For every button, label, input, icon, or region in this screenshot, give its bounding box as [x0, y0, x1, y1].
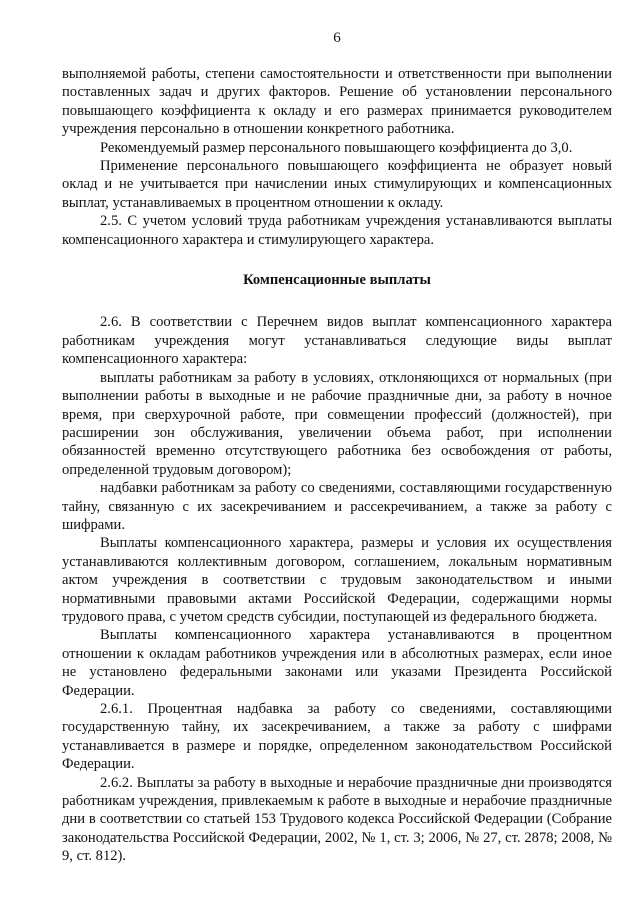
body-text-bottom [62, 313, 612, 865]
body-text-top [62, 65, 612, 249]
paragraph: Применение персонального повышающего коэффициента не образует новый оклад и не учитывается при начислении иных стимулирующих и компенсационных выплат, устанавливаемых в процентном отношении к окладу. [62, 158, 612, 211]
paragraph: выплаты работникам за работу в условиях, отклоняющихся от нормальных (при выполнении работы в выходные и не рабочие праздничные дни, за работу в ночное время, при сверхурочной работе, при совмещении профессий (должностей), при расширении зон обслуживания, увеличении объема работ, при исполнении обязанностей временно отсутствующего работника без освобождения от работы, определенной трудовым договором); [62, 369, 612, 478]
paragraph: Выплаты компенсационного характера, размеры и условия их осуществления устанавливаются коллективным договором, соглашением, локальным нормативным актом учреждения в соответствии с трудовым законодательством и иными нормативными правовыми актами Российской Федерации, содержащими нормы трудового права, с учетом средств субсидии, поступающей из федерального бюджета. [62, 535, 612, 625]
document-page [62, 30, 612, 866]
section-heading: Компенсационные выплаты [243, 272, 431, 289]
page-number: 6 [333, 30, 341, 46]
paragraph: 2.6.2. Выплаты за работу в выходные и нерабочие праздничные дни производятся работникам учреждения, привлекаемым к работе в выходные и нерабочие праздничные дни в соответствии со статьей 153 Трудового кодекса Российской Федерации (Собрание законодательства Российской Федерации, 2002, № 1, ст. 3; 2006, № 27, ст. 2878; 2008, № 9, ст. 812). [62, 774, 612, 865]
paragraph: надбавки работникам за работу со сведениями, составляющими государственную тайну, связанную с их засекречиванием и рассекречиванием, а также за работу с шифрами. [62, 480, 612, 533]
paragraph: 2.6. В соответствии с Перечнем видов выплат компенсационного характера работникам учреждения могут устанавливаться следующие виды выплат компенсационного характера: [62, 314, 612, 368]
paragraph: 2.5. С учетом условий труда работникам учреждения устанавливаются выплаты компенсационного характера и стимулирующего характера. [62, 213, 612, 248]
paragraph: 2.6.1. Процентная надбавка за работу со сведениями, составляющими государственную тайну, их засекречиванием, а также за работу с шифрами устанавливается в размере и порядке, определенном законодательством Российской Федерации. [62, 701, 612, 773]
paragraph: Рекомендуемый размер персонального повышающего коэффициента до 3,0. [100, 139, 573, 156]
paragraph: выполняемой работы, степени самостоятельности и ответственности при выполнении поставленных задач и других факторов. Решение об установлении персонального повышающего коэффициента к окладу и его размерах принимается руководителем учреждения персонально в отношении конкретного работника. [62, 66, 612, 138]
paragraph: Выплаты компенсационного характера устанавливаются в процентном отношении к окладам работников учреждения или в абсолютных размерах, если иное не установлено федеральными законами или указами Президента Российской Федерации. [62, 627, 612, 699]
